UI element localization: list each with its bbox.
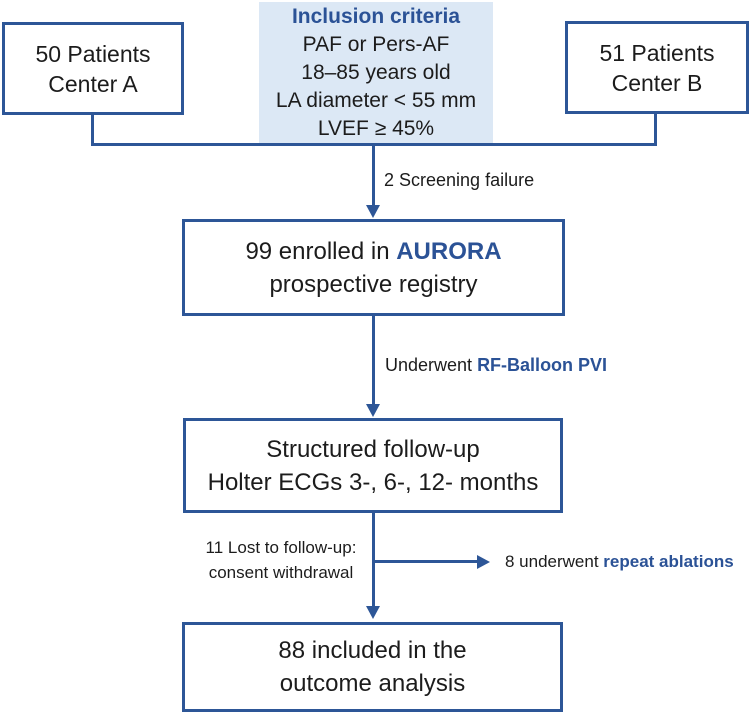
center-b-count: 51 Patients xyxy=(599,39,715,66)
repeat-ablation-highlight: repeat ablations xyxy=(603,552,734,571)
criteria-item: LVEF ≥ 45% xyxy=(317,117,435,140)
outcome-box xyxy=(182,622,563,712)
lost-followup-line2: consent withdrawal xyxy=(208,563,354,582)
center-a-connector-line xyxy=(91,113,94,146)
arrow-down-icon xyxy=(366,606,380,619)
center-a-count: 50 Patients xyxy=(35,40,151,67)
screening-failure-label: 2 Screening failure xyxy=(384,170,535,190)
lost-followup-line1: 11 Lost to follow-up: xyxy=(205,538,357,557)
enrolled-line1 xyxy=(245,235,501,268)
underwent-pvi-label xyxy=(385,355,607,376)
arrow-down-icon xyxy=(366,205,380,218)
underwent-pvi-text: Underwent xyxy=(385,355,478,375)
criteria-item: LA diameter < 55 mm xyxy=(275,89,477,112)
criteria-item: PAF or Pers-AF xyxy=(302,33,450,56)
arrow-right-icon xyxy=(477,555,490,569)
lost-followup-label xyxy=(196,535,366,585)
enrolled-line2: prospective registry xyxy=(269,270,478,298)
outcome-line1: 88 included in the xyxy=(278,637,467,664)
center-b-box xyxy=(565,21,749,114)
enrollment-stem-line xyxy=(372,145,375,206)
enrolled-registry-name: AURORA xyxy=(396,237,502,265)
center-b-connector-line xyxy=(654,111,657,146)
pvi-stem-line xyxy=(372,315,375,404)
outcome-line2: outcome analysis xyxy=(279,670,466,697)
underwent-pvi-highlight: RF-Balloon PVI xyxy=(477,355,608,375)
repeat-ablation-text: 8 underwent xyxy=(505,552,604,571)
inclusion-criteria-title: Inclusion criteria xyxy=(291,5,461,28)
followup-line2: Holter ECGs 3-, 6-, 12- months xyxy=(207,468,539,496)
center-a-name: Center A xyxy=(48,70,138,97)
criteria-item: 18–85 years old xyxy=(301,61,451,84)
center-a-box xyxy=(2,22,184,115)
repeat-ablation-label xyxy=(505,552,734,572)
repeat-ablation-branch-line xyxy=(374,560,477,563)
outcome-stem-line xyxy=(372,512,375,606)
enrolled-box xyxy=(182,219,565,316)
arrow-down-icon xyxy=(366,404,380,417)
center-b-name: Center B xyxy=(611,69,703,96)
inclusion-criteria-panel xyxy=(259,2,493,144)
followup-line1: Structured follow-up xyxy=(266,435,480,463)
followup-box xyxy=(183,418,563,513)
enrolled-line1-text: 99 enrolled in xyxy=(245,237,397,265)
